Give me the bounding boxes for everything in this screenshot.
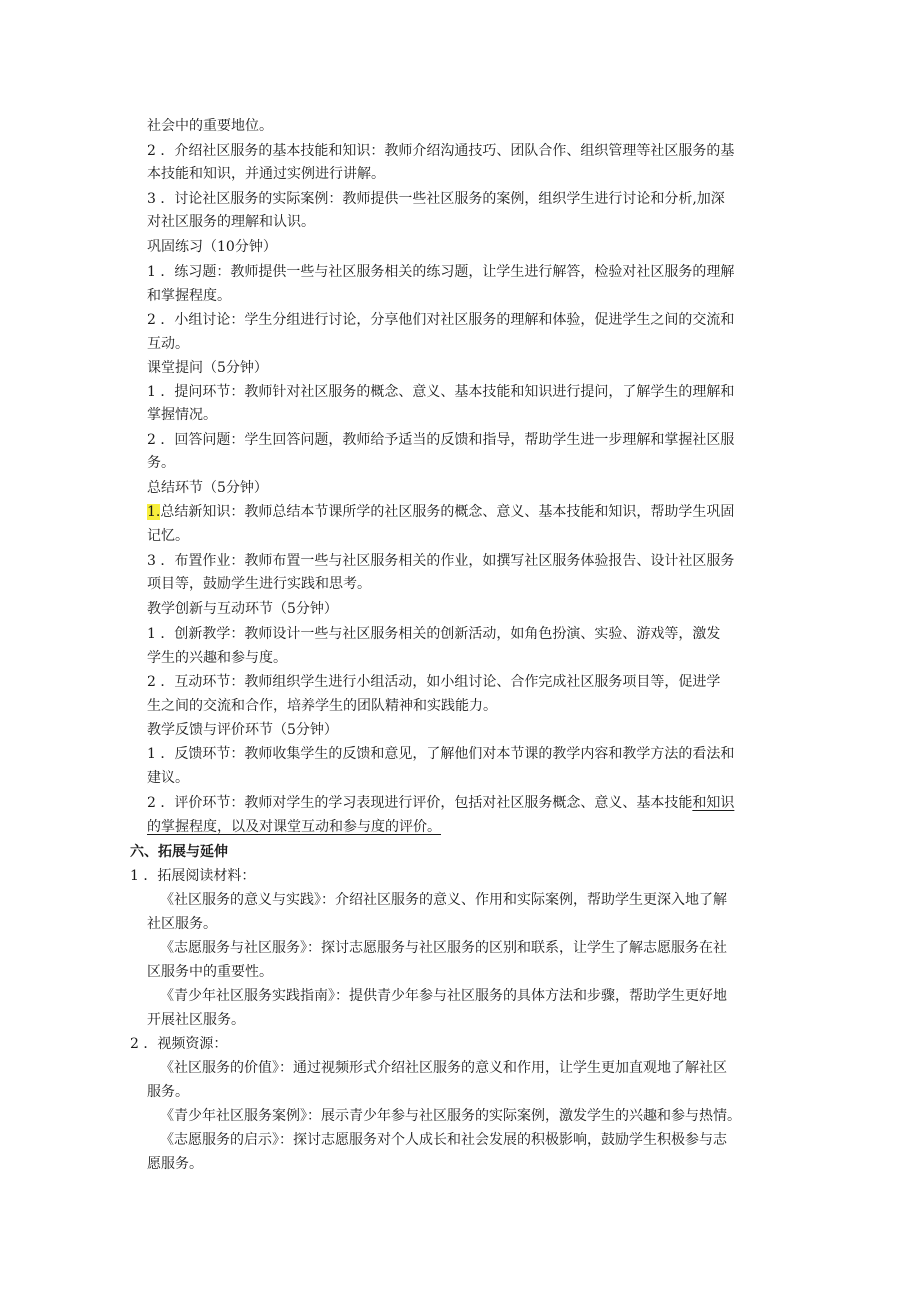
text-line: 项目等，鼓励学生进行实践和思考。	[147, 576, 371, 592]
underlined-text-line: 的掌握程度，以及对课堂互动和参与度的评价。	[147, 819, 441, 835]
highlighted-marker: 1.	[147, 504, 161, 520]
text-line: 总结环节（5分钟）	[147, 480, 268, 496]
text-line: 务。	[147, 455, 175, 471]
text-line: 本技能和知识，并通过实例进行讲解。	[147, 166, 385, 182]
text-line: 《社区服务的价值》：通过视频形式介绍社区服务的意义和作用，让学生更加直观地了解社区	[160, 1060, 727, 1076]
text-line: 生之间的交流和合作，培养学生的团队精神和实践能力。	[147, 698, 497, 714]
text-line: 掌握情况。	[147, 407, 217, 423]
text-line: 2 ．互动环节：教师组织学生进行小组活动，如小组讨论、合作完成社区服务项目等，促进学	[147, 674, 721, 690]
text-line: 3 ．讨论社区服务的实际案例：教师提供一些社区服务的案例，组织学生进行讨论和分析,加深	[147, 191, 725, 207]
text-line: 开展社区服务。	[147, 1012, 245, 1028]
text-segment: 总结新知识：教师总结本节课所学的社区服务的概念、意义、基本技能和知识，帮助学生巩固	[160, 504, 735, 520]
text-line: 记忆。	[147, 528, 189, 544]
text-line: 教学反馈与评价环节（5分钟）	[147, 722, 338, 738]
text-line-evaluation	[147, 793, 734, 813]
text-line: 愿服务。	[147, 1156, 203, 1172]
text-line: 社会中的重要地位。	[147, 118, 273, 134]
text-line: 社区服务。	[147, 916, 217, 932]
text-line: 1 ．创新教学：教师设计一些与社区服务相关的创新活动，如角色扮演、实验、游戏等，激发	[147, 626, 721, 642]
text-line: 区服务中的重要性。	[147, 964, 273, 980]
text-line: 2 ．回答问题：学生回答问题，教师给予适当的反馈和指导，帮助学生进一步理解和掌握社区服	[147, 432, 735, 448]
text-line: 《志愿服务与社区服务》：探讨志愿服务与社区服务的区别和联系，让学生了解志愿服务在社	[160, 940, 727, 956]
text-segment: 2 ．评价环节：教师对学生的学习表现进行评价，包括对社区服务概念、意义、基本技能	[147, 795, 693, 811]
text-line: 1 ．反馈环节：教师收集学生的反馈和意见，了解他们对本节课的教学内容和教学方法的看法和	[147, 746, 735, 762]
text-line: 巩固练习（10分钟）	[147, 239, 277, 255]
text-line: 2 ．小组讨论：学生分组进行讨论，分享他们对社区服务的理解和体验，促进学生之间的交流和	[147, 312, 735, 328]
text-line: 对社区服务的理解和认识。	[147, 214, 315, 230]
text-line: 《青少年社区服务案例》：展示青少年参与社区服务的实际案例，激发学生的兴趣和参与热情。	[160, 1108, 741, 1124]
text-line: 《社区服务的意义与实践》：介绍社区服务的意义、作用和实际案例，帮助学生更深入地了解	[160, 892, 727, 908]
text-line: 教学创新与互动环节（5分钟）	[147, 601, 338, 617]
text-line: 学生的兴趣和参与度。	[147, 650, 287, 666]
text-line: 1 ．拓展阅读材料：	[130, 868, 256, 884]
text-line: 互动。	[147, 336, 189, 352]
underlined-text: 和知识	[692, 795, 735, 811]
text-line: 2 ．介绍社区服务的基本技能和知识：教师介绍沟通技巧、团队合作、组织管理等社区服务的基	[147, 143, 735, 159]
section-heading: 六、拓展与延伸	[130, 844, 228, 860]
text-line: 1 ．练习题：教师提供一些与社区服务相关的练习题，让学生进行解答，检验对社区服务的理解	[147, 264, 735, 280]
text-line-highlighted	[147, 502, 734, 522]
text-line: 1 ．提问环节：教师针对社区服务的概念、意义、基本技能和知识进行提问，了解学生的理解和	[147, 384, 735, 400]
text-line: 建议。	[147, 770, 189, 786]
text-line: 课堂提问（5分钟）	[147, 360, 268, 376]
text-line: 《青少年社区服务实践指南》：提供青少年参与社区服务的具体方法和步骤，帮助学生更好地	[160, 988, 727, 1004]
text-line: 《志愿服务的启示》：探讨志愿服务对个人成长和社会发展的积极影响，鼓励学生积极参与志	[160, 1132, 727, 1148]
text-line: 2 ．视频资源：	[130, 1036, 228, 1052]
text-line: 和掌握程度。	[147, 288, 231, 304]
text-line: 3 ．布置作业：教师布置一些与社区服务相关的作业，如撰写社区服务体验报告、设计社区服务	[147, 553, 735, 569]
text-line: 服务。	[147, 1084, 189, 1100]
